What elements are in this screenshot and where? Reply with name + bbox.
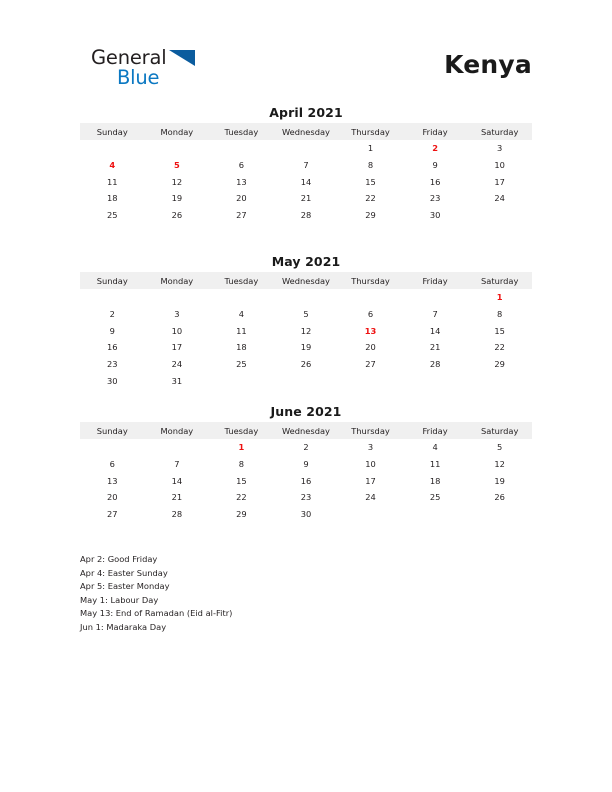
- day-cell: 12: [300, 325, 312, 336]
- day-cell-empty: [467, 506, 532, 523]
- weekday-header-saturday: Saturday: [467, 422, 532, 439]
- day-cell: 15: [365, 176, 376, 187]
- logo-text-general: General: [91, 46, 167, 69]
- weekday-header-thursday: Thursday: [338, 272, 403, 289]
- day-cell: 30: [107, 375, 118, 386]
- day-cell-empty: [274, 289, 339, 306]
- day-cell: 24: [171, 359, 183, 370]
- day-cell: 6: [109, 459, 115, 470]
- day-cell: 30: [429, 210, 441, 221]
- calendar-body: [80, 439, 532, 522]
- day-cell: 24: [365, 492, 376, 503]
- day-cell: 15: [236, 475, 247, 486]
- day-cell: 21: [429, 342, 441, 353]
- day-cell: 26: [494, 492, 505, 503]
- table-row: [80, 123, 532, 140]
- calendar-table-june: [80, 422, 532, 522]
- day-cell: 27: [365, 359, 376, 370]
- day-cell: 3: [497, 143, 503, 154]
- day-cell: 17: [171, 342, 183, 353]
- day-cell: 7: [432, 309, 438, 320]
- day-cell: 22: [236, 492, 247, 503]
- day-cell-empty: [338, 372, 403, 389]
- logo-triangle-icon: [169, 50, 195, 66]
- day-cell-empty: [274, 140, 339, 157]
- weekday-header-tuesday: Tuesday: [209, 422, 274, 439]
- day-cell: 29: [494, 359, 505, 370]
- day-cell: 8: [367, 160, 374, 171]
- day-cell: 19: [300, 342, 312, 353]
- day-cell: 1: [367, 143, 374, 154]
- day-cell: 10: [365, 459, 376, 470]
- legend-item: May 1: Labour Day: [80, 594, 159, 605]
- day-cell: 11: [429, 459, 441, 470]
- day-cell: 4: [432, 442, 438, 453]
- day-cell-empty: [209, 372, 274, 389]
- day-cell-empty: [467, 372, 532, 389]
- day-cell: 7: [303, 160, 309, 171]
- day-cell: 13: [107, 475, 118, 486]
- day-cell: 18: [429, 475, 441, 486]
- weekday-header-wednesday: Wednesday: [274, 123, 339, 140]
- day-cell-empty: [80, 140, 145, 157]
- day-cell: 28: [300, 210, 312, 221]
- day-cell: 10: [171, 325, 183, 336]
- table-row: [80, 422, 532, 439]
- day-cell: 2: [303, 442, 309, 453]
- day-cell: 29: [236, 509, 247, 520]
- table-row: [80, 356, 532, 373]
- day-cell: 16: [107, 342, 118, 353]
- day-cell: 16: [429, 176, 441, 187]
- day-cell: 15: [494, 325, 505, 336]
- weekday-header-wednesday: Wednesday: [274, 422, 339, 439]
- day-cell: 7: [174, 459, 180, 470]
- weekday-header-thursday: Thursday: [338, 422, 403, 439]
- day-cell: 17: [365, 475, 376, 486]
- day-cell: 16: [300, 475, 312, 486]
- day-cell: 6: [367, 309, 374, 320]
- day-cell: 11: [107, 176, 118, 187]
- day-cell-holiday: 1: [496, 292, 503, 303]
- day-cell: 27: [236, 210, 247, 221]
- weekday-header-sunday: Sunday: [80, 272, 145, 289]
- calendar-table-may: [80, 272, 532, 389]
- holiday-legend: [80, 553, 532, 635]
- day-cell-holiday: 2: [432, 143, 438, 154]
- day-cell: 28: [429, 359, 441, 370]
- month-title: May 2021: [271, 254, 341, 269]
- table-row: [80, 190, 532, 207]
- day-cell: 3: [174, 309, 180, 320]
- month-title: April 2021: [269, 105, 343, 120]
- day-cell-empty: [403, 506, 468, 523]
- day-cell: 19: [171, 193, 183, 204]
- day-cell-empty: [338, 289, 403, 306]
- month-block-april: [80, 105, 532, 223]
- day-cell-empty: [80, 289, 145, 306]
- day-cell: 6: [238, 160, 245, 171]
- day-cell-empty: [274, 372, 339, 389]
- weekday-header-row: [80, 123, 532, 140]
- weekday-header-monday: Monday: [145, 272, 210, 289]
- table-row: [80, 472, 532, 489]
- table-row: [80, 506, 532, 523]
- weekday-header-wednesday: Wednesday: [274, 272, 339, 289]
- weekday-header-tuesday: Tuesday: [209, 272, 274, 289]
- legend-item: Apr 2: Good Friday: [80, 554, 158, 564]
- day-cell-empty: [403, 289, 468, 306]
- legend-item: Jun 1: Madaraka Day: [80, 621, 167, 632]
- day-cell-empty: [467, 207, 532, 224]
- day-cell: 23: [107, 359, 118, 370]
- day-cell: 5: [497, 442, 503, 453]
- day-cell: 25: [236, 359, 247, 370]
- day-cell: 21: [300, 193, 312, 204]
- table-row: [80, 272, 532, 289]
- day-cell: 10: [494, 160, 505, 171]
- table-row: [80, 140, 532, 157]
- day-cell: 12: [171, 176, 183, 187]
- weekday-header-sunday: Sunday: [80, 123, 145, 140]
- day-cell: 2: [109, 309, 115, 320]
- day-cell: 26: [171, 210, 183, 221]
- day-cell: 25: [429, 492, 441, 503]
- month-title: June 2021: [270, 404, 342, 419]
- day-cell: 11: [236, 325, 247, 336]
- table-row: [80, 207, 532, 224]
- table-row: [80, 173, 532, 190]
- day-cell-empty: [338, 506, 403, 523]
- day-cell: 4: [238, 309, 245, 320]
- weekday-header-saturday: Saturday: [467, 123, 532, 140]
- day-cell: 20: [236, 193, 247, 204]
- day-cell: 8: [497, 309, 503, 320]
- day-cell: 30: [300, 509, 312, 520]
- day-cell: 18: [107, 193, 118, 204]
- weekday-header-sunday: Sunday: [80, 422, 145, 439]
- day-cell: 20: [365, 342, 376, 353]
- day-cell-empty: [209, 140, 274, 157]
- day-cell: 20: [107, 492, 118, 503]
- table-row: [80, 157, 532, 174]
- day-cell: 26: [300, 359, 312, 370]
- day-cell: 9: [109, 325, 115, 336]
- day-cell: 28: [171, 509, 183, 520]
- day-cell: 12: [494, 459, 505, 470]
- day-cell: 14: [429, 325, 441, 336]
- day-cell: 13: [236, 176, 247, 187]
- table-row: [80, 456, 532, 473]
- weekday-header-friday: Friday: [403, 272, 468, 289]
- logo-text-blue: Blue: [117, 66, 160, 89]
- day-cell: 22: [494, 342, 505, 353]
- day-cell: 14: [300, 176, 312, 187]
- day-cell: 27: [107, 509, 118, 520]
- weekday-header-monday: Monday: [145, 422, 210, 439]
- day-cell: 29: [365, 210, 376, 221]
- weekday-header-monday: Monday: [145, 123, 210, 140]
- legend-item: Apr 4: Easter Sunday: [80, 567, 168, 578]
- weekday-header-row: [80, 422, 532, 439]
- month-block-may: [80, 254, 532, 389]
- page-header: [80, 40, 532, 95]
- day-cell-holiday: 4: [109, 160, 116, 171]
- day-cell: 25: [107, 210, 118, 221]
- day-cell: 14: [171, 475, 183, 486]
- day-cell: 22: [365, 193, 376, 204]
- table-row: [80, 339, 532, 356]
- weekday-header-row: [80, 272, 532, 289]
- weekday-header-thursday: Thursday: [338, 123, 403, 140]
- general-blue-logo: [91, 46, 211, 94]
- table-row: [80, 289, 532, 306]
- day-cell: 8: [238, 459, 245, 470]
- day-cell-holiday: 1: [238, 442, 245, 453]
- day-cell: 18: [236, 342, 247, 353]
- table-row: [80, 322, 532, 339]
- day-cell: 19: [494, 475, 505, 486]
- day-cell: 9: [303, 459, 309, 470]
- day-cell-empty: [403, 372, 468, 389]
- day-cell-empty: [209, 289, 274, 306]
- table-row: [80, 439, 532, 456]
- day-cell: 21: [171, 492, 183, 503]
- day-cell: 31: [171, 375, 183, 386]
- calendar-body: [80, 140, 532, 223]
- day-cell: 5: [303, 309, 309, 320]
- weekday-header-saturday: Saturday: [467, 272, 532, 289]
- day-cell-empty: [145, 439, 210, 456]
- day-cell-holiday: 5: [173, 160, 180, 171]
- page-title: Kenya: [444, 50, 532, 79]
- day-cell-holiday: 13: [364, 325, 377, 336]
- calendar-body: [80, 289, 532, 389]
- day-cell-empty: [145, 289, 210, 306]
- day-cell: 17: [494, 176, 505, 187]
- table-row: [80, 372, 532, 389]
- day-cell: 23: [429, 193, 441, 204]
- legend-item: May 13: End of Ramadan (Eid al-Fitr): [80, 608, 233, 619]
- table-row: [80, 489, 532, 506]
- month-block-june: [80, 404, 532, 522]
- weekday-header-friday: Friday: [403, 123, 468, 140]
- day-cell: 23: [300, 492, 312, 503]
- weekday-header-friday: Friday: [403, 422, 468, 439]
- calendar-table-april: [80, 123, 532, 223]
- legend-item: Apr 5: Easter Monday: [80, 581, 170, 592]
- day-cell-empty: [145, 140, 210, 157]
- day-cell: 9: [432, 160, 438, 171]
- table-row: [80, 306, 532, 323]
- day-cell: 24: [494, 193, 505, 204]
- day-cell-empty: [80, 439, 145, 456]
- weekday-header-tuesday: Tuesday: [209, 123, 274, 140]
- day-cell: 3: [367, 442, 374, 453]
